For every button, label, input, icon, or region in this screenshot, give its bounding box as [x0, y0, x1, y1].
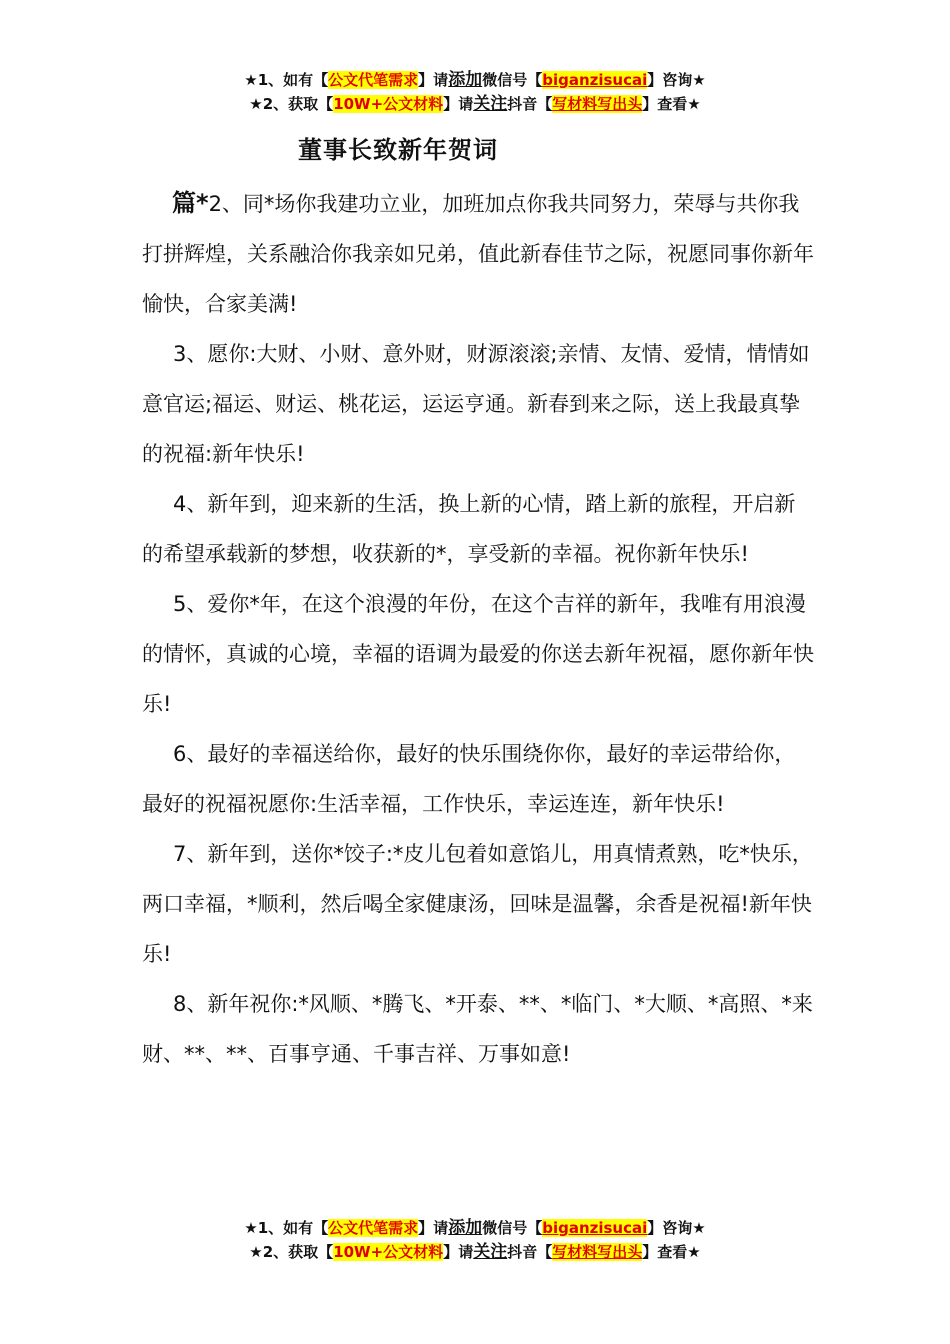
banner-text: 微信号【 [482, 71, 543, 89]
banner-text: 】查看★ [642, 95, 701, 113]
header-banner [0, 68, 950, 116]
paragraph: 5、爱你*年，在这个浪漫的年份，在这个吉祥的新年，我唯有用浪漫的情怀，真诚的心境，幸福的语调为最爱的你送去新年祝福，愿你新年快乐! [142, 592, 814, 716]
banner-line-1 [0, 68, 950, 92]
emphasis-text: 关注 [473, 1242, 508, 1262]
wechat-id: biganzisucai [542, 71, 648, 89]
banner-line-2 [0, 92, 950, 116]
paragraph-text: 2、同*场你我建功立业，加班加点你我共同努力，荣辱与共你我打拼辉煌，关系融洽你我亲如兄弟，值此新春佳节之际，祝愿同事你新年愉快，合家美满! [142, 192, 814, 316]
banner-text: 】查看★ [642, 1243, 701, 1261]
paragraph: 4、新年到，迎来新的生活，换上新的心情，踏上新的旅程，开启新的希望承载新的梦想，收获新的*，享受新的幸福。祝你新年快乐! [142, 492, 796, 566]
highlight-text: 10W+公文材料 [333, 1243, 444, 1261]
wechat-id: biganzisucai [542, 1219, 648, 1237]
banner-text: 微信号【 [482, 1219, 543, 1237]
banner-text: 】请 [443, 1243, 474, 1261]
banner-text: ★1、如有【 [244, 1219, 329, 1237]
banner-text: 】请 [418, 1219, 449, 1237]
banner-text: ★2、获取【 [249, 95, 334, 113]
emphasis-text: 关注 [473, 94, 508, 114]
highlight-text: 公文代笔需求 [328, 71, 419, 89]
highlight-text: 公文代笔需求 [328, 1219, 419, 1237]
paragraph [142, 178, 814, 329]
paragraph: 7、新年到，送你*饺子:*皮儿包着如意馅儿，用真情煮熟，吃*快乐，两口幸福，*顺利，然后喝全家健康汤，回味是温馨，余香是祝福!新年快乐! [142, 842, 813, 966]
douyin-id: 写材料写出头 [552, 1243, 643, 1261]
paragraph: 3、愿你:大财、小财、意外财，财源滚滚;亲情、友情、爱情，情情如意官运;福运、财运、桃花运，运运亨通。新春到来之际，送上我最真挚的祝福:新年快乐! [142, 342, 810, 466]
banner-text: 】请 [418, 71, 449, 89]
banner-text: 】请 [443, 95, 474, 113]
footer-banner [0, 1216, 950, 1264]
banner-line-1 [0, 1216, 950, 1240]
section-lead: 篇* [172, 189, 209, 217]
banner-text: ★1、如有【 [244, 71, 329, 89]
douyin-id: 写材料写出头 [552, 95, 643, 113]
highlight-text: 10W+公文材料 [333, 95, 444, 113]
document-title: 董事长致新年贺词 [298, 136, 498, 164]
banner-text: ★2、获取【 [249, 1243, 334, 1261]
paragraph: 8、新年祝你:*风顺、*腾飞、*开泰、**、*临门、*大顺、*高照、*来财、**、**、百事亨通、千事吉祥、万事如意! [142, 992, 813, 1066]
emphasis-text: 添加 [448, 1218, 483, 1238]
banner-text: 抖音【 [507, 95, 553, 113]
paragraph: 6、最好的幸福送给你，最好的快乐围绕你你，最好的幸运带给你，最好的祝福祝愿你:生活幸福，工作快乐，幸运连连，新年快乐! [142, 742, 796, 816]
document-body [142, 178, 814, 1079]
banner-text: 】咨询★ [647, 71, 706, 89]
banner-line-2 [0, 1240, 950, 1264]
emphasis-text: 添加 [448, 70, 483, 90]
banner-text: 抖音【 [507, 1243, 553, 1261]
banner-text: 】咨询★ [647, 1219, 706, 1237]
